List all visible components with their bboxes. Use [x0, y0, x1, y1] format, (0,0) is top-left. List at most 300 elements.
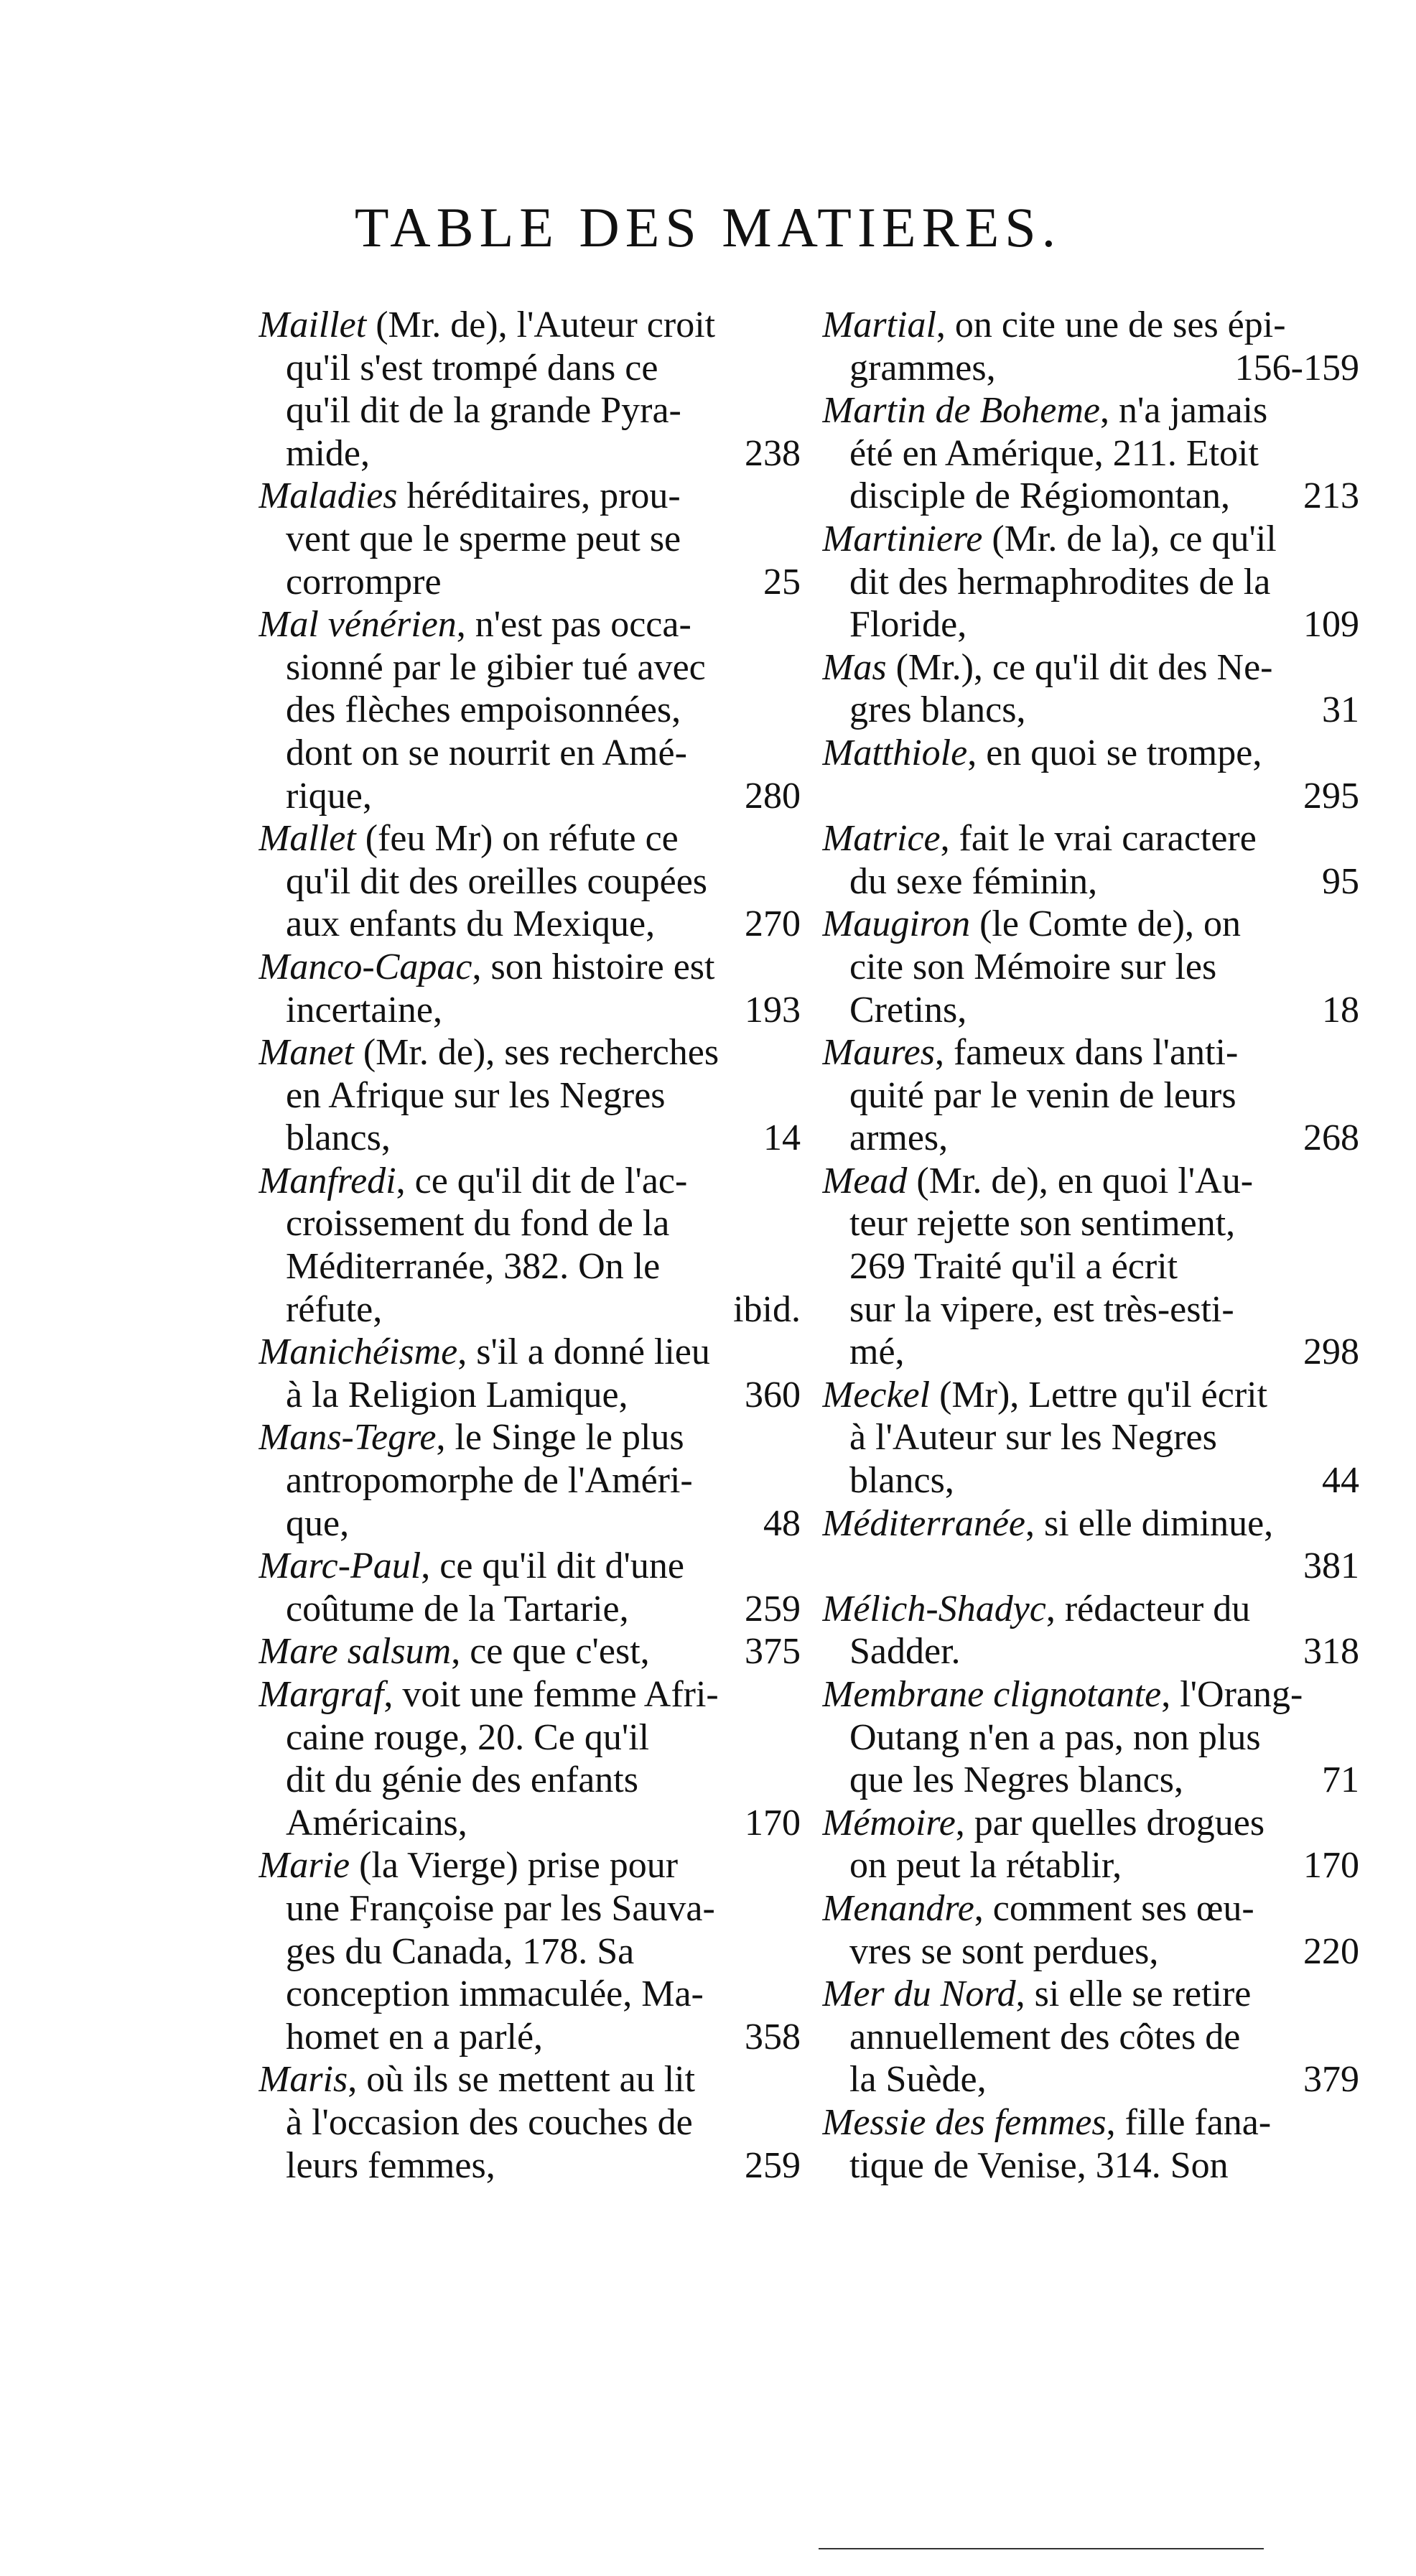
entry-text: [822, 1031, 1238, 1074]
entry-description: des flèches empoisonnées,: [286, 689, 681, 731]
entry-description: une Françoise par les Sauva-: [286, 1887, 715, 1929]
entry-text: [258, 1844, 678, 1887]
entry-description: , si elle diminue,: [1025, 1502, 1274, 1544]
page-reference: [791, 603, 801, 646]
index-entry-line: [822, 1331, 1359, 1374]
entry-text: [849, 1117, 948, 1160]
index-entry-line: [258, 989, 801, 1032]
entry-description: , n'a jamais: [1100, 390, 1268, 432]
page-reference: 379: [1303, 2059, 1359, 2101]
entry-description: 269 Traité qu'il a écrit: [849, 1246, 1178, 1288]
index-entry-line: [258, 561, 801, 604]
entry-text: [822, 1802, 1264, 1845]
entry-headword: Mer du Nord: [822, 1973, 1016, 2015]
index-entry-line: [822, 1202, 1359, 1245]
entry-description: homet en a parlé,: [286, 2016, 544, 2057]
page-reference: [1349, 732, 1359, 775]
page-reference: 220: [1303, 1930, 1359, 1972]
entry-text: [258, 946, 714, 989]
entry-description: que,: [286, 1502, 350, 1544]
entry-description: rique,: [286, 775, 372, 817]
entry-description: , si elle se retire: [1015, 1973, 1252, 2015]
entry-description: à la Religion Lamique,: [286, 1374, 628, 1415]
index-entry-line: [258, 2144, 801, 2187]
index-entry-line: [258, 389, 801, 432]
entry-text: [286, 903, 655, 946]
entry-description: à l'Auteur sur les Negres: [849, 1417, 1217, 1459]
index-entry-line: [822, 1245, 1359, 1288]
page-reference: [1349, 1716, 1359, 1759]
entry-text: [286, 732, 687, 775]
index-entry-start: [258, 1673, 801, 1716]
entry-text: [286, 2016, 543, 2059]
page-reference: 156-159: [1234, 347, 1359, 389]
entry-description: , fille fana-: [1106, 2101, 1272, 2143]
entry-text: [258, 1673, 719, 1716]
page-reference: [791, 1545, 801, 1588]
index-entry-line: [822, 1844, 1359, 1887]
index-column-right: [822, 304, 1359, 2187]
entry-headword: Manet: [258, 1032, 354, 1074]
entry-headword: Mémoire: [822, 1802, 956, 1843]
page-reference: [1349, 1502, 1359, 1545]
page-reference: [791, 732, 801, 775]
entry-description: Cretins,: [849, 989, 967, 1031]
entry-text: [849, 2016, 1240, 2059]
entry-description: , par quelles drogues: [955, 1802, 1265, 1843]
page-reference: [1349, 903, 1359, 946]
entry-description: , ce qu'il dit de l'ac-: [396, 1160, 688, 1201]
page-reference: 268: [1303, 1117, 1359, 1159]
index-entry-line: [258, 646, 801, 689]
index-entry-start: [822, 1802, 1359, 1845]
index-entry-start: [822, 1973, 1359, 2016]
index-entry-line: [822, 603, 1359, 646]
index-entry-line: [258, 1288, 801, 1331]
index-entry-line: [822, 775, 1359, 818]
entry-description: réfute,: [286, 1288, 383, 1330]
entry-description: , comment ses œu-: [974, 1887, 1254, 1929]
page-reference: 31: [1322, 689, 1359, 731]
entry-description: antropomorphe de l'Améri-: [286, 1460, 693, 1502]
entry-headword: Mare salsum: [258, 1631, 452, 1673]
entry-description: teur rejette son sentiment,: [849, 1203, 1236, 1245]
index-entry-start: [822, 646, 1359, 689]
entry-headword: Mallet: [258, 818, 356, 860]
entry-text: [286, 1973, 704, 2016]
entry-text: [849, 1245, 1178, 1288]
entry-headword: Mélich-Shadyc: [822, 1588, 1046, 1629]
index-entry-start: [822, 304, 1359, 347]
entry-description: Sadder.: [849, 1631, 961, 1673]
page-reference: [791, 946, 801, 989]
entry-text: [849, 432, 1259, 475]
index-entry-line: [258, 2101, 801, 2144]
page-reference: 213: [1303, 475, 1359, 517]
page-reference: [1349, 518, 1359, 561]
index-entry-line: [258, 1117, 801, 1160]
entry-text: [822, 1160, 1253, 1203]
entry-text: [822, 1973, 1251, 2016]
page-reference: [1349, 1588, 1359, 1631]
entry-description: Floride,: [849, 604, 967, 646]
index-entry-start: [258, 1545, 801, 1588]
entry-headword: Martin de Boheme: [822, 390, 1101, 432]
entry-text: [849, 1288, 1234, 1331]
index-entry-line: [258, 1759, 801, 1802]
index-entry-line: [258, 732, 801, 775]
entry-headword: Meckel: [822, 1374, 931, 1415]
entry-text: [286, 389, 681, 432]
index-entry-line: [258, 1716, 801, 1759]
entry-headword: Messie des femmes: [822, 2101, 1107, 2143]
page-reference: 170: [1303, 1845, 1359, 1887]
entry-description: blancs,: [849, 1460, 954, 1502]
index-entry-start: [258, 1031, 801, 1074]
index-entry-line: [258, 689, 801, 732]
page-reference: 280: [745, 775, 801, 817]
entry-description: (Mr. de la), ce qu'il: [982, 518, 1277, 559]
index-entry-start: [822, 518, 1359, 561]
page-reference: 18: [1322, 989, 1359, 1031]
entry-text: [258, 603, 691, 646]
entry-text: [822, 732, 1262, 775]
entry-description: cite son Mémoire sur les: [849, 946, 1217, 987]
entry-description: ges du Canada, 178. Sa: [286, 1930, 635, 1972]
page-reference: 95: [1322, 860, 1359, 902]
page-reference: [791, 1031, 801, 1074]
entry-description: vres se sont perdues,: [849, 1930, 1159, 1972]
index-entry-line: [258, 1930, 801, 1973]
page-reference: [1349, 1202, 1359, 1245]
page-reference: 259: [745, 2144, 801, 2186]
entry-text: [822, 1374, 1267, 1417]
page-reference: 358: [745, 2016, 801, 2057]
index-entry-start: [822, 389, 1359, 432]
entry-description: Outang n'en a pas, non plus: [849, 1716, 1261, 1758]
page-reference: [1349, 1031, 1359, 1074]
entry-description: , rédacteur du: [1045, 1588, 1251, 1629]
page-reference: [1349, 1802, 1359, 1845]
entry-headword: Margraf: [258, 1674, 384, 1715]
index-entry-line: [258, 1588, 801, 1631]
entry-text: [849, 603, 966, 646]
index-entry-start: [822, 1588, 1359, 1631]
index-entry-line: [822, 1288, 1359, 1331]
index-entry-start: [258, 1630, 801, 1673]
entry-description: , voit une femme Afri-: [383, 1674, 719, 1715]
entry-description: Américains,: [286, 1802, 467, 1843]
entry-text: [258, 1545, 684, 1588]
index-entry-line: [258, 1245, 801, 1288]
page-reference: 14: [763, 1117, 801, 1159]
entry-text: [849, 347, 996, 390]
entry-text: [258, 475, 681, 518]
entry-text: [849, 561, 1270, 604]
entry-text: [286, 860, 707, 903]
index-entry-line: [822, 689, 1359, 732]
index-entry-start: [258, 946, 801, 989]
page-reference: [791, 1673, 801, 1716]
index-entry-line: [822, 946, 1359, 989]
page-reference: [1349, 2101, 1359, 2144]
entry-headword: Martiniere: [822, 518, 983, 559]
index-entry-start: [258, 603, 801, 646]
entry-text: [286, 1074, 666, 1117]
entry-description: (la Vierge) prise pour: [350, 1845, 679, 1887]
entry-description: caine rouge, 20. Ce qu'il: [286, 1716, 650, 1758]
entry-description: du sexe féminin,: [849, 860, 1098, 902]
page-reference: [791, 1416, 801, 1459]
page-reference: [1349, 946, 1359, 989]
entry-text: [286, 1588, 629, 1631]
page-reference: 360: [745, 1374, 801, 1415]
entry-text: [822, 1588, 1250, 1631]
page-reference: [1349, 1245, 1359, 1288]
index-entry-line: [822, 1545, 1359, 1588]
page-reference: [1349, 1673, 1359, 1716]
entry-headword: Membrane clignotante: [822, 1674, 1162, 1715]
page-reference: [791, 1716, 801, 1759]
entry-description: sionné par le gibier tué avec: [286, 646, 706, 688]
entry-headword: Maugiron: [822, 903, 971, 945]
entry-text: [822, 1887, 1254, 1930]
entry-text: [286, 561, 442, 604]
index-entry-start: [258, 1416, 801, 1459]
index-entry-line: [258, 1887, 801, 1930]
page-reference: 25: [763, 561, 801, 603]
index-entry-line: [258, 1802, 801, 1845]
page-reference: 170: [745, 1802, 801, 1843]
entry-description: héréditaires, prou-: [397, 475, 681, 517]
entry-text: [286, 1245, 660, 1288]
entry-text: [286, 1202, 669, 1245]
entry-text: [849, 475, 1230, 518]
entry-headword: Matrice: [822, 818, 941, 860]
page-reference: [791, 304, 801, 347]
entry-description: Méditerranée, 382. On le: [286, 1246, 661, 1288]
page-reference: [1349, 432, 1359, 475]
entry-description: , n'est pas occa-: [456, 604, 691, 646]
index-entry-line: [258, 1973, 801, 2016]
entry-headword: Maures: [822, 1032, 935, 1074]
entry-description: , fait le vrai caractere: [940, 818, 1257, 860]
entry-text: [822, 304, 1286, 347]
index-entry-line: [822, 1930, 1359, 1973]
entry-headword: Mas: [822, 646, 887, 688]
index-entry-line: [822, 475, 1359, 518]
entry-text: [286, 689, 681, 732]
index-entry-line: [822, 347, 1359, 390]
entry-description: mé,: [849, 1331, 905, 1373]
entry-text: [849, 1416, 1217, 1459]
index-entry-start: [822, 1502, 1359, 1545]
page-reference: [1349, 1374, 1359, 1417]
index-entry-line: [822, 561, 1359, 604]
entry-text: [286, 1374, 628, 1417]
entry-headword: Manichéisme: [258, 1331, 458, 1373]
index-entry-line: [258, 347, 801, 390]
index-entry-start: [258, 1844, 801, 1887]
page-reference: [1349, 817, 1359, 860]
index-entry-line: [258, 903, 801, 946]
entry-description: quité par le venin de leurs: [849, 1074, 1236, 1116]
page-reference: [791, 646, 801, 689]
entry-headword: Mans-Tegre: [258, 1417, 437, 1459]
page-reference: [1349, 2016, 1359, 2059]
entry-description: la Suède,: [849, 2059, 987, 2101]
entry-headword: Mead: [822, 1160, 908, 1201]
page-reference: [791, 860, 801, 903]
index-entry-start: [822, 817, 1359, 860]
entry-text: [286, 347, 658, 390]
page-reference: [791, 389, 801, 432]
index-entry-line: [822, 432, 1359, 475]
entry-description: tique de Venise, 314. Son: [849, 2144, 1229, 2186]
entry-description: corrompre: [286, 561, 442, 603]
entry-text: [822, 646, 1272, 689]
page-reference: 71: [1322, 1759, 1359, 1801]
index-entry-line: [822, 1759, 1359, 1802]
entry-description: à l'occasion des couches de: [286, 2101, 693, 2143]
entry-text: [849, 689, 1025, 732]
page-reference: [1349, 2144, 1359, 2187]
index-column-left: [258, 304, 801, 2187]
page-reference: 375: [745, 1631, 801, 1673]
entry-description: dit du génie des enfants: [286, 1759, 638, 1801]
entry-text: [822, 903, 1241, 946]
entry-headword: Maris: [258, 2059, 348, 2101]
entry-text: [849, 1630, 961, 1673]
entry-description: (Mr. de), l'Auteur croit: [366, 304, 716, 345]
footer-rule: [819, 2548, 1264, 2549]
entry-description: armes,: [849, 1117, 949, 1159]
index-entry-line: [822, 989, 1359, 1032]
entry-description: grammes,: [849, 347, 996, 389]
page-reference: 238: [745, 432, 801, 474]
entry-text: [822, 1502, 1273, 1545]
page-reference: [1349, 389, 1359, 432]
entry-text: [849, 1716, 1261, 1759]
index-entry-start: [258, 817, 801, 860]
entry-description: qu'il s'est trompé dans ce: [286, 347, 658, 389]
entry-headword: Martial: [822, 304, 936, 345]
page-reference: [791, 817, 801, 860]
page-reference: 44: [1322, 1460, 1359, 1502]
entry-text: [849, 1331, 905, 1374]
entry-text: [849, 1844, 1122, 1887]
page-reference: 193: [745, 989, 801, 1031]
entry-description: sur la vipere, est très-esti-: [849, 1288, 1234, 1330]
entry-text: [286, 432, 370, 475]
index-entry-line: [258, 860, 801, 903]
index-entry-start: [258, 1160, 801, 1203]
entry-description: , son histoire est: [472, 946, 715, 987]
entry-description: , l'Orang-: [1161, 1674, 1303, 1715]
entry-description: , où ils se mettent au lit: [348, 2059, 696, 2101]
index-entry-line: [822, 2144, 1359, 2187]
index-entry-start: [822, 1887, 1359, 1930]
entry-text: [258, 1160, 687, 1203]
entry-description: qu'il dit des oreilles coupées: [286, 860, 708, 902]
page-reference: [791, 1930, 801, 1973]
entry-description: conception immaculée, Ma-: [286, 1973, 704, 2015]
entry-text: [286, 518, 681, 561]
index-entry-line: [258, 432, 801, 475]
page-reference: 318: [1303, 1631, 1359, 1673]
page-reference: [791, 1202, 801, 1245]
page-reference: [1349, 561, 1359, 604]
entry-description: aux enfants du Mexique,: [286, 903, 656, 945]
page-reference: [791, 689, 801, 732]
page-reference: [791, 2058, 801, 2101]
entry-description: , on cite une de ses épi-: [936, 304, 1286, 345]
entry-description: (Mr), Lettre qu'il écrit: [930, 1374, 1268, 1415]
entry-text: [286, 646, 706, 689]
index-entry-start: [258, 304, 801, 347]
index-entry-line: [258, 775, 801, 818]
page-reference: [791, 1973, 801, 2016]
entry-text: [822, 817, 1257, 860]
page-reference: [1349, 646, 1359, 689]
page-reference: [1349, 1288, 1359, 1331]
entry-text: [849, 1759, 1183, 1802]
entry-description: annuellement des côtes de: [849, 2016, 1241, 2057]
index-entry-line: [258, 2016, 801, 2059]
page-reference: [791, 1844, 801, 1887]
entry-text: [286, 1716, 649, 1759]
entry-description: mide,: [286, 432, 370, 474]
entry-description: , en quoi se trompe,: [967, 732, 1262, 773]
index-entry-start: [822, 903, 1359, 946]
entry-headword: Marie: [258, 1845, 350, 1887]
index-entry-line: [822, 1630, 1359, 1673]
entry-description: (Mr.), ce qu'il dit des Ne-: [886, 646, 1273, 688]
entry-text: [849, 860, 1097, 903]
entry-text: [258, 1630, 650, 1673]
entry-text: [258, 1331, 710, 1374]
index-entry-line: [258, 1502, 801, 1545]
index-entry-start: [822, 1031, 1359, 1074]
entry-headword: Menandre: [822, 1887, 974, 1929]
entry-headword: Matthiole: [822, 732, 968, 773]
entry-text: [849, 946, 1216, 989]
page-reference: [791, 1160, 801, 1203]
entry-description: , s'il a donné lieu: [457, 1331, 710, 1373]
page-reference: [791, 347, 801, 390]
entry-headword: Mal vénérien: [258, 604, 457, 646]
index-entry-start: [822, 1160, 1359, 1203]
entry-headword: Maillet: [258, 304, 367, 345]
entry-description: croissement du fond de la: [286, 1203, 670, 1245]
entry-description: on peut la rétablir,: [849, 1845, 1122, 1887]
entry-text: [849, 1074, 1236, 1117]
entry-text: [849, 1930, 1158, 1973]
entry-description: incertaine,: [286, 989, 442, 1031]
index-entry-line: [822, 1459, 1359, 1502]
page-reference: 381: [1303, 1545, 1359, 1587]
entry-headword: Méditerranée: [822, 1502, 1026, 1544]
entry-text: [258, 304, 715, 347]
index-entry-line: [822, 2016, 1359, 2059]
entry-description: , le Singe le plus: [436, 1417, 684, 1459]
index-entry-line: [258, 1074, 801, 1117]
entry-description: dont on se nourrit en Amé-: [286, 732, 687, 773]
entry-text: [849, 2144, 1229, 2187]
index-entry-start: [822, 1673, 1359, 1716]
entry-description: dit des hermaphrodites de la: [849, 561, 1271, 603]
entry-text: [286, 775, 372, 818]
